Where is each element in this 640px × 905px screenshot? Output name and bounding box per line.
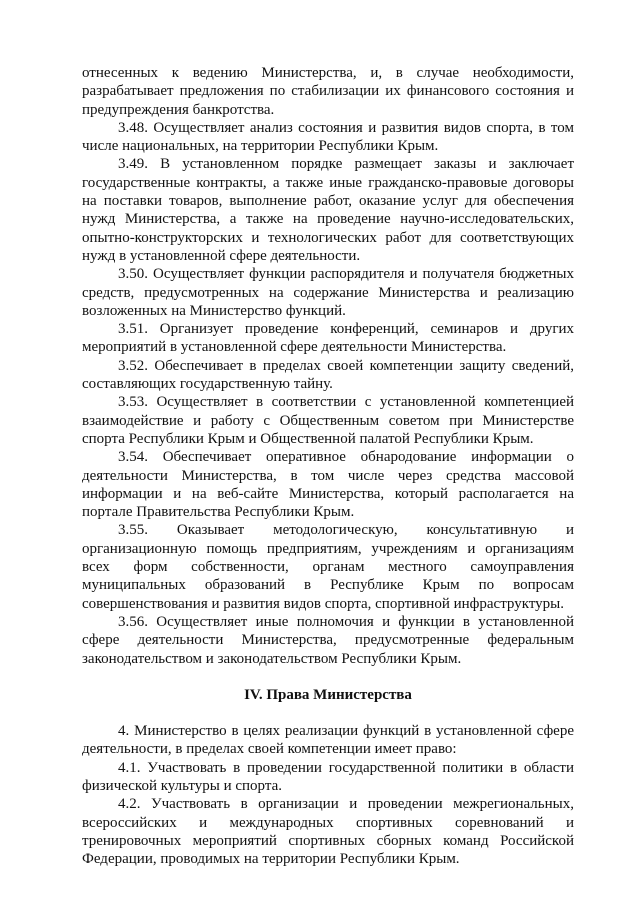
paragraph-3-53: 3.53. Осуществляет в соответствии с установленной компетенцией взаимодействие и работу с Общественным советом при Министерстве спорта Республики Крым и Общественной палатой Республики Крым. — [82, 394, 574, 447]
section-heading: IV. Права Министерства — [244, 686, 412, 703]
paragraph-3-48: 3.48. Осуществляет анализ состояния и развития видов спорта, в том числе национальных, на территории Республики Крым. — [82, 119, 574, 155]
paragraph-3-54: 3.54. Обеспечивает оперативное обнародование информации о деятельности Министерства, в том числе через средства массовой информации и на веб-сайте Министерства, который располагается на портале Правительства Республики Крым. — [82, 449, 574, 521]
paragraph-continuation: отнесенных к ведению Министерства, и, в случае необходимости, разрабатывает предложения по стабилизации их финансового состояния и предупреждения банкротства. — [82, 65, 574, 118]
paragraph-3-56: 3.56. Осуществляет иные полномочия и функции в установленной сфере деятельности Министерства, предусмотренные федеральным законодательством и законодательством Республики Крым. — [82, 613, 574, 667]
paragraph-4: 4. Министерство в целях реализации функций в установленной сфере деятельности, в пределах своей компетенции имеет право: — [82, 723, 574, 758]
paragraph-4-1: 4.1. Участвовать в проведении государственной политики в области физической культуры и спорта. — [82, 759, 574, 794]
paragraph-4-2: 4.2. Участвовать в организации и проведении межрегиональных, всероссийских и международных спортивных соревнований и тренировочных мероприятий спортивных сборных команд Российской Федерации, проводимых на территории Республики Крым. — [82, 796, 574, 868]
paragraph-3-55: 3.55. Оказывает методологическую, консультативную и организационную помощь предприятиям, учреждениям и организациям всех форм собственности, органам местного самоуправления муниципальных образований в Республике Крым по вопросам совершенствования и развития видов спорта, спортивной инфраструктуры. — [82, 522, 574, 612]
paragraph-3-51: 3.51. Организует проведение конференций, семинаров и других мероприятий в установленной сфере деятельности Министерства. — [82, 321, 574, 356]
spacer — [82, 668, 574, 686]
paragraph-3-52: 3.52. Обеспечивает в пределах своей компетенции защиту сведений, составляющих государственную тайну. — [82, 357, 574, 393]
document-page — [82, 64, 574, 868]
paragraph-3-49: 3.49. В установленном порядке размещает заказы и заключает государственные контракты, а также иные гражданско-правовые договоры на поставки товаров, выполнение работ, оказание услуг для обеспечения нужд Министерства, а также на проведение научно-исследовательских, опытно-конструкторских и технологических работ для соответствующих нужд в установленной сфере деятельности. — [82, 156, 574, 264]
paragraph-3-50: 3.50. Осуществляет функции распорядителя и получателя бюджетных средств, предусмотренных на содержание Министерства и реализацию возложенных на Министерство функций. — [82, 266, 574, 319]
spacer — [82, 704, 574, 722]
